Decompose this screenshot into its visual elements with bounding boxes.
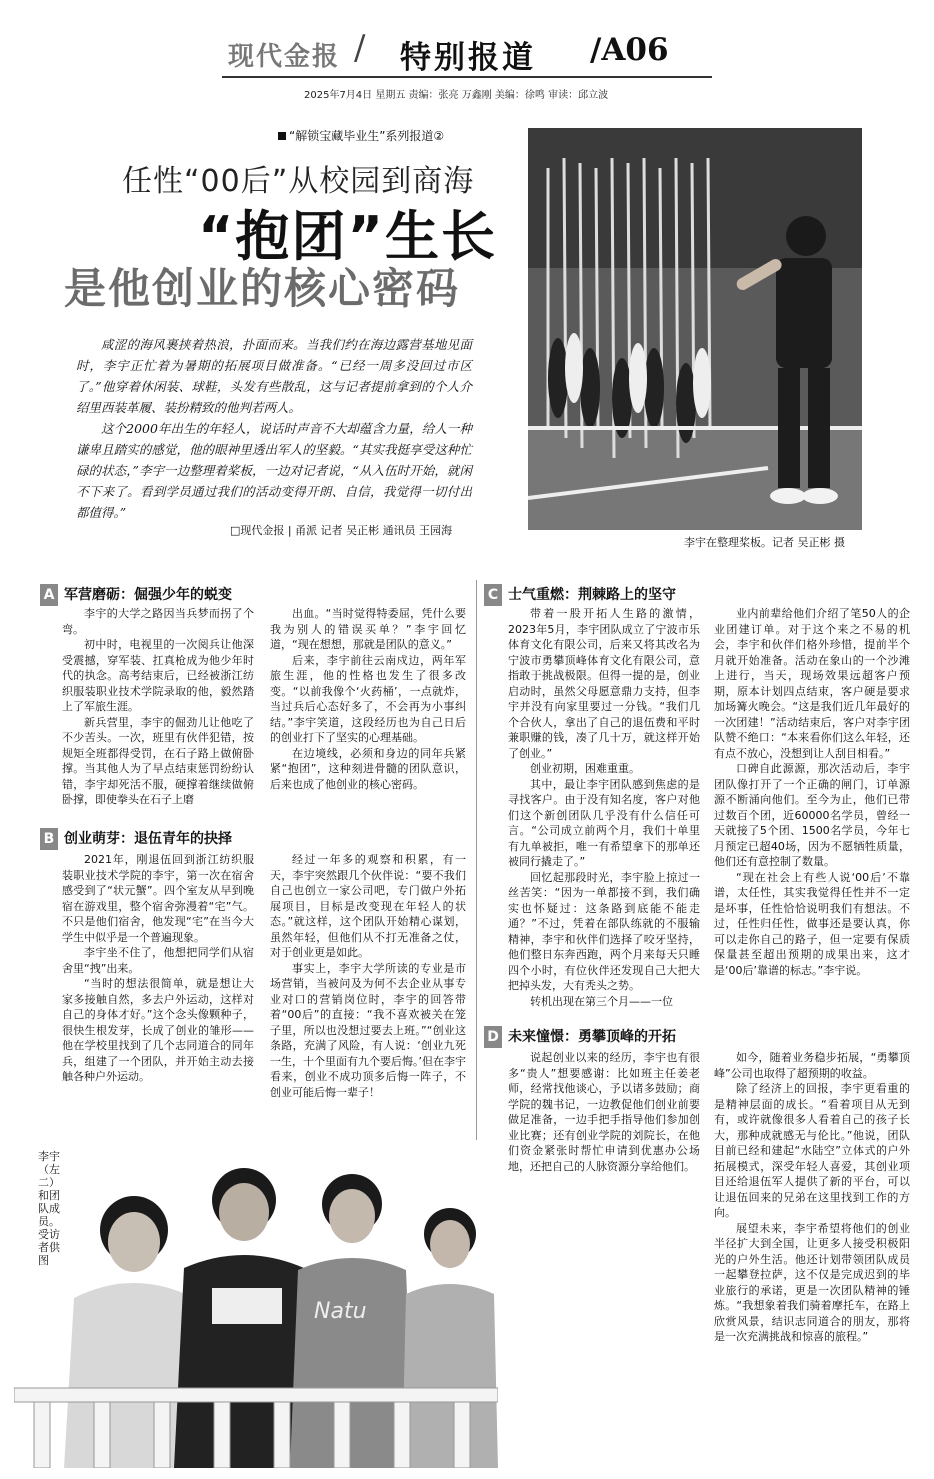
lead-paragraphs: [76, 334, 472, 523]
section-b-col1: [62, 852, 254, 1134]
paper-name: 现代金报: [228, 42, 341, 72]
paragraph: 创业初期，困难重重。: [530, 762, 640, 775]
section-a-col2: [270, 606, 466, 824]
section-d-col2: [714, 1050, 910, 1380]
paragraph: 说起创业以来的经历，李宇也有很多“贵人”想要感谢：比如班主任姜老师，经常找他谈心，予以诸多鼓励；商学院的魏书记，一边教促他们创业前要做足准备，一边手把手指导他们参加创业比赛；还有创业学院的刘院长，在他们资金紧张时帮忙申请到优惠办公场地，还把自己的人脉资源分享给他们。: [508, 1051, 700, 1173]
section-a-heading: [40, 584, 232, 606]
section-b-title: 创业萌芽：退伍青年的抉择: [64, 831, 232, 847]
paragraph: 初中时，电视里的一次阅兵让他深受震撼，穿军装、扛真枪成为他少年时代的执念。高考结束后，已经被浙江纺织服装职业技术学院录取的他，毅然踏上了军旅生涯。: [62, 638, 254, 713]
photo2-caption: 李宇（左二）和团队成员。受访者供图: [38, 1150, 60, 1267]
lead-paragraph: 咸涩的海风裹挟着热浪，扑面而来。当我们约在海边露营基地见面时，李宇正忙着为暑期的拓展项目做准备。“已经一周多没回过市区了。”他穿着休闲装、球鞋，头发有些散乱，这与记者提前拿到的个人介绍里西装革履、装扮精致的他判若两人。: [76, 337, 472, 415]
section-d-title: 未来憧憬：勇攀顶峰的开拓: [508, 1029, 676, 1045]
paragraph: 展望未来，李宇希望将他们的创业半径扩大到全国，让更多人接受积极阳光的户外生活。他还计划带领团队成员一起攀登拉萨，这不仅是完成迟到的毕业旅行的承诺，更是一次团队精神的锤炼。“我想象着我们骑着摩托车，在路上欣赏风景，结识志同道合的朋友，那将是一次充满挑战和惊喜的旅程。”: [714, 1221, 910, 1343]
paragraph: 如今，随着业务稳步拓展，“勇攀顶峰”公司也取得了超预期的收益。: [714, 1051, 910, 1080]
paragraph: 口碑自此源源，那次活动后，李宇团队像打开了一个正确的闸门，订单源源不断涌向他们。至今为止，他们已带过数百个团，近60000名学员，曾经一天就接了5个团、1500名学员，今年七月预定已超40场，因为不愿牺牲质量，他们还有意控制了数量。: [714, 762, 910, 868]
paragraph: 2021年，刚退伍回到浙江纺织服装职业技术学院的李宇，第一次在宿舍感受到了“状元蟹”。四个室友从早到晚宿在游戏里，整个宿舍弥漫着“宅”气。不只是他们宿舍，他发现“宅”在当今大学生中似乎是一个普遍现象。: [62, 853, 254, 944]
paragraph: 事实上，李宇大学所读的专业是市场营销，当被问及为何不去企业从事专业对口的营销岗位时，李宇的回答带着“00后”的直接：“我不喜欢被关在笼子里，所以也没想过要去上班。”“创业这条路，充满了风险，有人说：‘创业九死一生，十个里面有九个要后悔。’但在李宇看来，创业不成功顶多后悔一阵子，不创业可能后悔一辈子！: [270, 961, 466, 1099]
paragraph: 其中，最让李宇团队感到焦虑的是寻找客户。由于没有知名度，客户对他们这个新创团队几乎没有什么信任可言。“公司成立前两个月，我们十单里有九单被拒，唯一有希望拿下的那单还被同行撬走了。”: [508, 777, 700, 868]
page-number: /A06: [590, 32, 669, 68]
series-label: [278, 127, 444, 144]
paragraph: “现在社会上有些人说‘00后’不靠谱，太任性，其实我觉得任性并不一定是坏事，任性恰恰说明我们有想法。不过，任性归任性，做事还是要认真，你可以走你自己的路子，但一定要有保质保量甚至超出预期的成果出来，这才是‘00后’靠谱的标志。”李宇说。: [714, 870, 910, 977]
paragraph: 转机出现在第三个月——一位: [530, 994, 673, 1008]
photo1-caption: 李宇在整理桨板。记者 吴正彬 摄: [684, 536, 845, 549]
section-c-col2: [714, 606, 910, 1046]
section-b-col2: [270, 852, 466, 1134]
section-c-badge: C: [484, 584, 502, 606]
masthead: [0, 28, 934, 76]
paragraph: 新兵营里，李宇的倔劲儿让他吃了不少苦头。一次，班里有伙伴犯错，按规矩全班都得受罚，在石子路上做俯卧撑。当其他人为了早点结束惩罚纷纷认错，李宇却死活不服，硬撑着继续做俯卧撑，即使拳头在石子上磨: [62, 715, 254, 806]
section-name: 特别报道: [400, 40, 536, 76]
series-text: “解锁宝藏毕业生”系列报道②: [289, 129, 445, 143]
team-illustration: [14, 1138, 498, 1468]
masthead-divider: /: [354, 28, 366, 68]
section-d-col1: [508, 1050, 700, 1282]
paragraph: 带着一股开拓人生路的激情，2023年5月，李宇团队成立了宁波市乐体育文化有限公司，后来又将其改名为宁波市勇攀顶峰体育文化有限公司，意指敢于挑战极限。但得一提的是，创业启动时，虽然父母愿意鼎力支持，但李宇并没有向家里要过一分钱。“我们几个合伙人，拿出了自己的退伍费和平时兼职赚的钱，凑了几十万，就这样开始了创业。”: [508, 607, 700, 760]
section-c-heading: [484, 584, 676, 606]
paragraph: 出血。“当时觉得特委屈，凭什么要我为别人的错误买单？”李宇回忆道，“现在想想，那就是团队的意义。”: [270, 607, 466, 651]
paragraph: 除了经济上的回报，李宇更看重的是精神层面的成长。“看着项目从无到有，或许就像很多人看着自己的孩子长大，那种成就感无与伦比。”他说，团队目前已经和建起“水陆空”立体式的户外拓展模式，深受年轻人喜爱，其创业项目还给退伍军人提供了新的平台，可以让退伍回来的兄弟在这里找到工作的方向。: [714, 1082, 910, 1219]
lead-paragraph: 这个2000年出生的年轻人，说话时声音不大却蕴含力量，给人一种谦卑且踏实的感觉，他的眼神里透出军人的坚毅。“其实我挺享受这种忙碌的状态，”李宇一边整理着桨板，一边对记者说，“从入伍时开始，就闲不下来了。看到学员通过我们的活动变得开朗、自信，我觉得一切付出都值得。”: [76, 421, 472, 520]
section-a-badge: A: [40, 584, 58, 606]
paddle-rack-illustration: [528, 128, 862, 530]
paragraph: 回忆起那段时光，李宇脸上掠过一丝苦笑：“因为一单都接不到，我们确实也怀疑过：这条路到底能不能走通？”不过，凭着在部队练就的不服输精神，李宇和伙伴们选择了咬牙坚持，他们整日东奔西跑，两个月来每天只睡四个小时，有位伙伴还发现自己大把大把掉头发，大有秃头之势。: [508, 870, 700, 992]
section-b-heading: [40, 828, 232, 850]
paragraph: 业内前辈给他们介绍了笔50人的企业团建订单。对于这个来之不易的机会，李宇和伙伴们格外珍惜，提前半个月就开始准备。活动在象山的一个沙滩上进行，当天，现场效果远超客户预期，原本计划四点结束，客户硬是要求加场篝火晚会。“这是我们近几年最好的一次团建！”活动结束后，客户对李宇团队赞不绝口：“本来看你们这么年轻，还有点不放心，没想到让人刮目相看。”: [714, 607, 910, 760]
section-d-badge: D: [484, 1026, 502, 1048]
masthead-rule: [222, 76, 712, 78]
paragraph: 经过一年多的观察和积累，有一天，李宇突然跟几个伙伴说：“要不我们自己也创立一家公司吧，专门做户外拓展项目，目标是改变现在年轻人的状态。”就这样，这个团队开始精心谋划，虽然年轻，但他们从不打无准备之仗，对于创业更是如此。: [270, 853, 466, 959]
byline: □现代金报 | 甬派 记者 吴正彬 通讯员 王园海: [230, 524, 453, 537]
photo-team: [14, 1138, 498, 1468]
section-a-col1: [62, 606, 254, 824]
section-c-col1: [508, 606, 700, 1016]
column-divider: [476, 580, 477, 1140]
svg-text:Natu: Natu: [314, 1299, 367, 1324]
headline-kicker: 任性“00后”从校园到商海: [122, 164, 475, 199]
section-c-title: 士气重燃：荆棘路上的坚守: [508, 587, 676, 603]
paragraph: “当时的想法很简单，就是想让大家多接触自然，多去户外运动，这样对自己的身体才好。”这个念头像颗种子，很快生根发芽，长成了创业的雏形——他在学校里找到了几个志同道合的同年兵，组建了一个团队，并开始主动去接触各种户外运动。: [62, 977, 254, 1083]
paragraph: 李宇的大学之路因当兵梦而拐了个弯。: [62, 607, 254, 636]
section-b-badge: B: [40, 828, 58, 850]
paragraph: 李宇坐不住了，他想把同学们从宿舍里“拽”出来。: [62, 946, 254, 975]
paragraph: 在边境线，必须和身边的同年兵紧紧“抱团”，这种刻进骨髓的团队意识，后来也成了他创业的核心密码。: [270, 746, 466, 791]
dateline: 2025年7月4日 星期五 责编：张亮 万鑫刚 美编：徐鸣 审读：邱立波: [304, 90, 609, 101]
headline-sub: 是他创业的核心密码: [64, 264, 461, 313]
paragraph: 后来，李宇前往云南戍边，两年军旅生涯，他的性格也发生了很多改变。“以前我像个‘火药桶’，一点就炸，当过兵后心态好多了，不会再为小事纠结。”李宇笑道，这段经历也为自己日后的创业打下了坚实的心理基础。: [270, 653, 466, 744]
section-a-title: 军营磨砺：倔强少年的蜕变: [64, 587, 232, 603]
section-d-heading: [484, 1026, 676, 1048]
photo-paddle-rack: [528, 128, 862, 530]
square-bullet-icon: [278, 132, 286, 140]
headline-main: “抱团”生长: [198, 205, 497, 268]
